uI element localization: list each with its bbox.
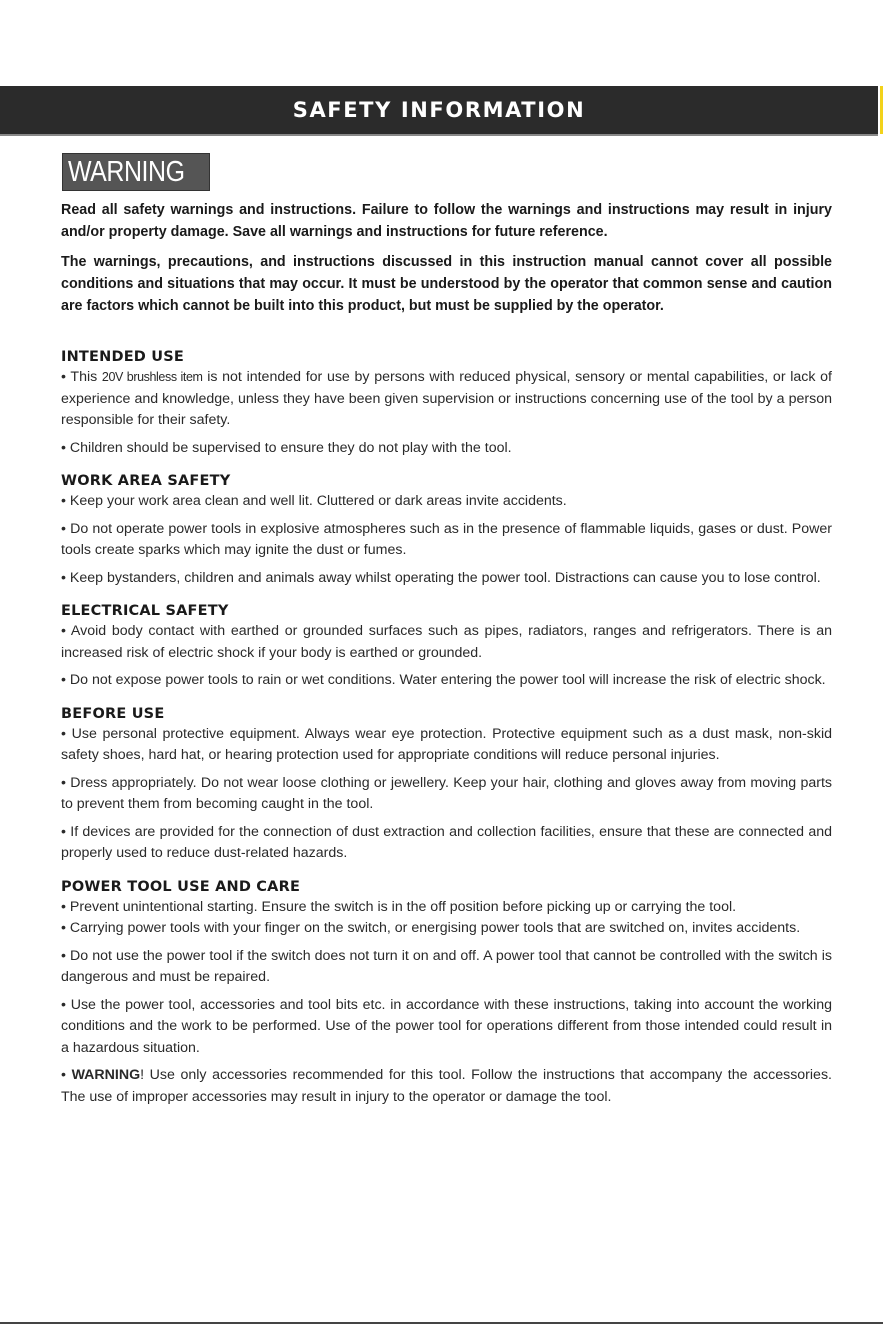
- intended-use-item-1: [61, 367, 832, 432]
- section-heading-before-use: BEFORE USE: [61, 705, 165, 722]
- power-tool-item-4: • Use the power tool, accessories and tool bits etc. in accordance with these instructions, taking into account the working conditions and the work to be performed. Use of the power tool for operations different from those intended could result in a hazardous situation.: [61, 996, 832, 1056]
- item-suffix: ! Use only accessories recommended for this tool. Follow the instructions that accompany the accessories. The use of improper accessories may result in injury to the operator or damage the tool.: [61, 1067, 832, 1105]
- intro-paragraph-1: Read all safety warnings and instructions. Failure to follow the warnings and instructions may result in injury and/or property damage. Save all warnings and instructions for future reference.: [61, 202, 832, 240]
- power-tool-item-5: [61, 1065, 832, 1108]
- intro-paragraph-2: The warnings, precautions, and instructions discussed in this instruction manual cannot cover all possible conditions and situations that may occur. It must be understood by the operator that common sense and caution are factors which cannot be built into this product, but must be supplied by the operator.: [61, 254, 832, 314]
- item-suffix: is not intended for use by persons with reduced physical, sensory or mental capabilities, or lack of experience and knowledge, unless they have been given supervision or instructions concerning use of the tool by a person responsible for their safety.: [61, 369, 832, 428]
- safety-content: [61, 199, 832, 1120]
- page-title: SAFETY INFORMATION: [292, 98, 586, 122]
- section-intended-use: [61, 347, 832, 459]
- power-tool-item-3: • Do not use the power tool if the switch does not turn it on and off. A power tool that cannot be controlled with the switch is dangerous and must be repaired.: [61, 947, 832, 985]
- section-heading-work-area-safety: WORK AREA SAFETY: [61, 473, 231, 489]
- section-heading-intended-use: INTENDED USE: [61, 349, 185, 365]
- section-heading-electrical-safety: ELECTRICAL SAFETY: [61, 603, 229, 619]
- item-prefix: • This: [61, 369, 102, 385]
- power-tool-item-1: • Prevent unintentional starting. Ensure the switch is in the off position before picking up or carrying the tool.: [61, 898, 737, 915]
- header-bar: [0, 86, 878, 134]
- power-tool-item-2: • Carrying power tools with your finger on the switch, or energising power tools that are switched on, invites accidents.: [61, 920, 801, 936]
- before-use-item-3: • If devices are provided for the connection of dust extraction and collection facilities, ensure that these are connected and properly used to reduce dust-related hazards.: [61, 823, 832, 861]
- model-name: 20V brushless item: [101, 370, 203, 384]
- header-underline: [0, 134, 878, 136]
- section-electrical-safety: [61, 601, 832, 692]
- section-before-use: [61, 704, 832, 865]
- section-heading-power-tool-use: POWER TOOL USE AND CARE: [61, 878, 301, 895]
- electrical-item-1: • Avoid body contact with earthed or grounded surfaces such as pipes, radiators, ranges and refrigerators. There is an increased risk of electric shock if your body is earthed or grounded.: [61, 623, 832, 661]
- before-use-item-2: • Dress appropriately. Do not wear loose clothing or jewellery. Keep your hair, clothing and gloves away from moving parts to prevent them from becoming caught in the tool.: [61, 774, 832, 812]
- inline-warning: WARNING: [71, 1067, 141, 1083]
- work-area-item-3: • Keep bystanders, children and animals away whilst operating the power tool. Distractions can cause you to lose control.: [61, 569, 821, 586]
- work-area-item-1: • Keep your work area clean and well lit. Cluttered or dark areas invite accidents.: [61, 493, 567, 509]
- section-power-tool-use: [61, 877, 832, 1109]
- work-area-item-2: • Do not operate power tools in explosive atmospheres such as in the presence of flammable liquids, gases or dust. Power tools create sparks which may ignite the dust or fumes.: [61, 520, 832, 558]
- warning-badge: [62, 153, 210, 191]
- intended-use-item-2: • Children should be supervised to ensure they do not play with the tool.: [61, 439, 512, 456]
- before-use-item-1: • Use personal protective equipment. Always wear eye protection. Protective equipment such as a dust mask, non-skid safety shoes, hard hat, or hearing protection used for appropriate conditions will reduce personal injuries.: [61, 725, 832, 763]
- item-prefix: •: [61, 1067, 72, 1083]
- warning-label: WARNING: [68, 155, 185, 188]
- section-work-area-safety: [61, 471, 832, 589]
- electrical-item-2: • Do not expose power tools to rain or wet conditions. Water entering the power tool will increase the risk of electric shock.: [61, 672, 826, 688]
